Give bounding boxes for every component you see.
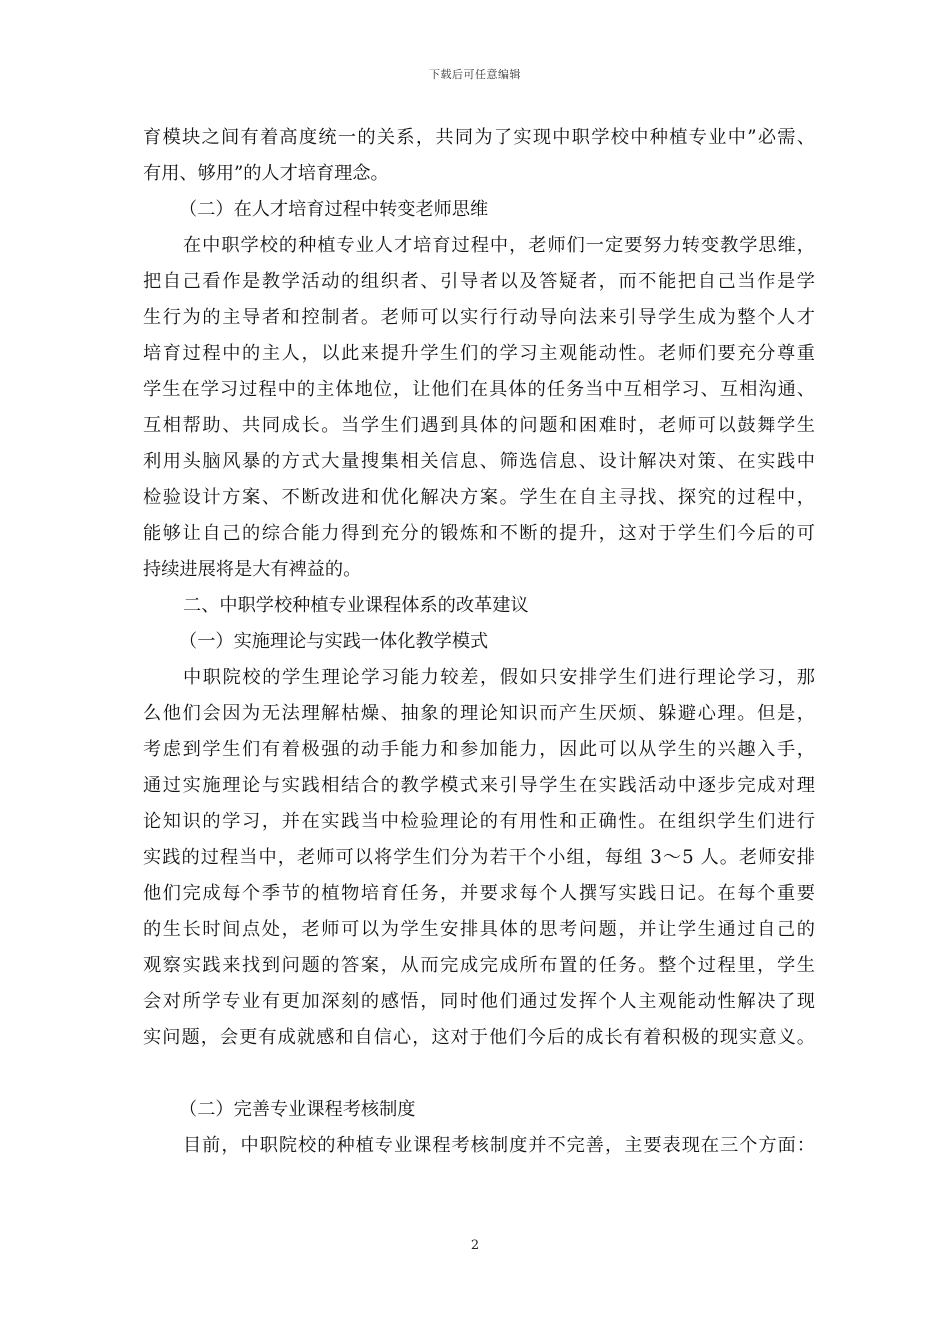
paragraph-line: 通过实施理论与实践相结合的教学模式来引导学生在实践活动中逐步完成对理 [143,775,815,796]
page-number: 2 [470,1238,480,1253]
paragraph-line: 观察实践来找到问题的答案，从而完成完成所布置的任务。整个过程里，学生 [143,955,815,976]
paragraph-line: 中职院校的学生理论学习能力较差，假如只安排学生们进行理论学习，那 [183,667,815,688]
page-header: 下载后可任意编辑 [429,68,521,81]
paragraph-line: 利用头脑风暴的方式大量搜集相关信息、筛选信息、设计解决对策、在实践中 [143,451,815,472]
paragraph-line: 检验设计方案、不断改进和优化解决方案。学生在自主寻找、探究的过程中， [143,487,815,508]
paragraph-line: 论知识的学习，并在实践当中检验理论的有用性和正确性。在组织学生们进行 [143,811,815,832]
section-heading: 二、中职学校种植专业课程体系的改革建议 [183,595,529,616]
paragraph-line: 持续进展将是大有裨益的。 [143,559,362,580]
paragraph-line: 会对所学专业有更加深刻的感悟，同时他们通过发挥个人主观能动性解决了现 [143,991,815,1012]
paragraph-line: 在中职学校的种植专业人才培育过程中，老师们一定要努力转变教学思维， [183,235,815,256]
paragraph-line: 实践的过程当中，老师可以将学生们分为若干个小组，每组 3～5 人。老师安排 [143,847,815,868]
paragraph-line: 培育过程中的主人，以此来提升学生们的学习主观能动性。老师们要充分尊重 [143,343,815,364]
paragraph-line: 能够让自己的综合能力得到充分的锻炼和不断的提升，这对于学生们今后的可 [143,523,815,544]
section-subheading: （二）在人才培育过程中转变老师思维 [179,199,489,220]
section-subheading: （二）完善专业课程考核制度 [179,1099,416,1120]
paragraph-line: 么他们会因为无法理解枯燥、抽象的理论知识而产生厌烦、躲避心理。但是， [143,703,815,724]
paragraph-line: 生行为的主导者和控制者。老师可以实行行动导向法来引导学生成为整个人才 [143,307,815,328]
paragraph-line: 育模块之间有着高度统一的关系，共同为了实现中职学校中种植专业中”必需、 [143,127,815,148]
paragraph-line: 实问题，会更有成就感和自信心，这对于他们今后的成长有着积极的现实意义。 [143,1027,815,1048]
paragraph-line: 有用、够用”的人才培育理念。 [143,163,389,184]
paragraph-line: 的生长时间点处，老师可以为学生安排具体的思考问题，并让学生通过自己的 [143,919,815,940]
paragraph-line: 考虑到学生们有着极强的动手能力和参加能力，因此可以从学生的兴趣入手， [143,739,815,760]
paragraph-line: 互相帮助、共同成长。当学生们遇到具体的问题和困难时，老师可以鼓舞学生 [143,415,815,436]
blank-line [143,1056,815,1092]
paragraph-line: 他们完成每个季节的植物培育任务，并要求每个人撰写实践日记。在每个重要 [143,883,815,904]
body-text [143,120,815,1164]
paragraph-line: 目前，中职院校的种植专业课程考核制度并不完善，主要表现在三个方面： [183,1135,815,1156]
paragraph-line: 学生在学习过程中的主体地位，让他们在具体的任务当中互相学习、互相沟通、 [143,379,815,400]
paragraph-line: 把自己看作是教学活动的组织者、引导者以及答疑者，而不能把自己当作是学 [143,271,815,292]
section-subheading: （一）实施理论与实践一体化教学模式 [179,631,489,652]
